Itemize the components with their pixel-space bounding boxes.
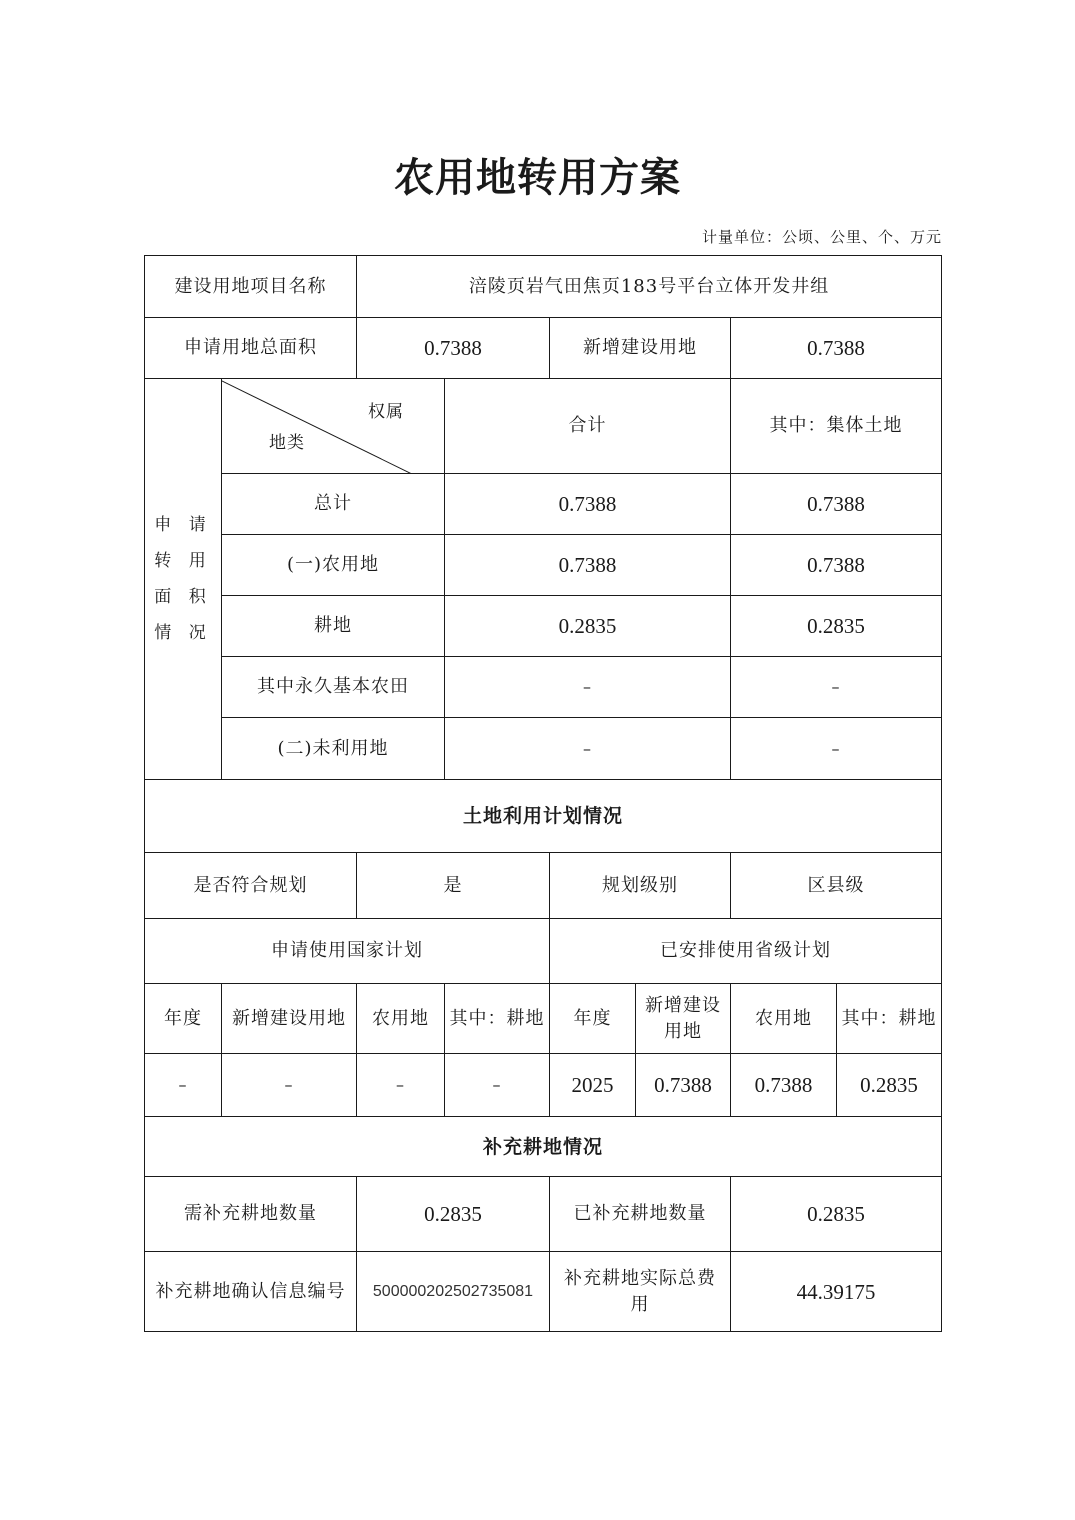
- done-supplement-value: 0.2835: [731, 1177, 942, 1252]
- total-area-value: 0.7388: [357, 318, 550, 379]
- diagonal-divider: [222, 379, 445, 474]
- land-plan-heading: 土地利用计划情况: [145, 780, 942, 853]
- col-total-header: 合计: [445, 379, 731, 474]
- need-supplement-label: 需补充耕地数量: [145, 1177, 357, 1252]
- unit-note: 计量单位：公顷、公里、个、万元: [701, 228, 942, 246]
- row-agricultural-value: 0.7388: [445, 535, 731, 596]
- diagonal-header-cell: [222, 379, 445, 474]
- project-name-label: 建设用地项目名称: [145, 256, 357, 318]
- plan-value-new-construction: 0.7388: [636, 1054, 731, 1117]
- total-area-label: 申请用地总面积: [145, 318, 357, 379]
- plan-value-year: –: [145, 1054, 222, 1117]
- conversion-section-line: 申 请: [154, 515, 212, 535]
- conversion-section-line: 转 用: [154, 551, 212, 571]
- plan-level-label: 规划级别: [550, 853, 731, 919]
- plan-value-cultivated: 0.2835: [837, 1054, 942, 1117]
- plan-col-year: 年度: [550, 984, 636, 1054]
- conversion-section-label: [145, 379, 222, 780]
- conversion-section-line: 面 积: [154, 587, 212, 607]
- plan-col-agricultural: 农用地: [357, 984, 445, 1054]
- plan-col-cultivated: 其中：耕地: [445, 984, 550, 1054]
- col-collective-header: 其中：集体土地: [731, 379, 942, 474]
- confirm-id-label: 补充耕地确认信息编号: [145, 1252, 357, 1332]
- total-cost-value: 44.39175: [731, 1252, 942, 1332]
- land-conversion-table: [144, 255, 942, 1332]
- row-unused-value: –: [445, 718, 731, 780]
- row-basic-farmland-value: –: [445, 657, 731, 718]
- plan-level-value: 区县级: [731, 853, 942, 919]
- plan-value-agricultural: 0.7388: [731, 1054, 837, 1117]
- plan-value-new-construction: –: [222, 1054, 357, 1117]
- plan-col-agricultural: 农用地: [731, 984, 837, 1054]
- plan-col-new-construction: 新增建设用地: [222, 984, 357, 1054]
- conform-plan-label: 是否符合规划: [145, 853, 357, 919]
- header-ownership: 权属: [368, 402, 404, 422]
- header-land-category: 地类: [269, 433, 305, 453]
- row-label-cultivated: 耕地: [222, 596, 445, 657]
- plan-value-agricultural: –: [357, 1054, 445, 1117]
- new-construction-label: 新增建设用地: [550, 318, 731, 379]
- row-cultivated-collective: 0.2835: [731, 596, 942, 657]
- conversion-section-line: 情 况: [154, 623, 212, 643]
- total-cost-label: 补充耕地实际总费用: [550, 1252, 731, 1332]
- conform-plan-value: 是: [357, 853, 550, 919]
- row-basic-farmland-collective: –: [731, 657, 942, 718]
- plan-col-cultivated: 其中：耕地: [837, 984, 942, 1054]
- provincial-plan-label: 已安排使用省级计划: [550, 919, 942, 984]
- row-total-collective: 0.7388: [731, 474, 942, 535]
- new-construction-value: 0.7388: [731, 318, 942, 379]
- plan-value-cultivated: –: [445, 1054, 550, 1117]
- row-label-basic-farmland: 其中永久基本农田: [222, 657, 445, 718]
- row-agricultural-collective: 0.7388: [731, 535, 942, 596]
- plan-col-new-construction: 新增建设用地: [636, 984, 731, 1054]
- row-label-total: 总计: [222, 474, 445, 535]
- row-label-agricultural: (一)农用地: [222, 535, 445, 596]
- plan-col-year: 年度: [145, 984, 222, 1054]
- row-total-value: 0.7388: [445, 474, 731, 535]
- page-title: 农用地转用方案: [394, 154, 681, 201]
- row-unused-collective: –: [731, 718, 942, 780]
- supplement-heading: 补充耕地情况: [145, 1117, 942, 1177]
- row-cultivated-value: 0.2835: [445, 596, 731, 657]
- confirm-id-value: 500000202502735081: [357, 1252, 550, 1332]
- plan-value-year: 2025: [550, 1054, 636, 1117]
- need-supplement-value: 0.2835: [357, 1177, 550, 1252]
- project-name-value: 涪陵页岩气田焦页183号平台立体开发井组: [357, 256, 942, 318]
- national-plan-label: 申请使用国家计划: [145, 919, 550, 984]
- done-supplement-label: 已补充耕地数量: [550, 1177, 731, 1252]
- row-label-unused: (二)未利用地: [222, 718, 445, 780]
